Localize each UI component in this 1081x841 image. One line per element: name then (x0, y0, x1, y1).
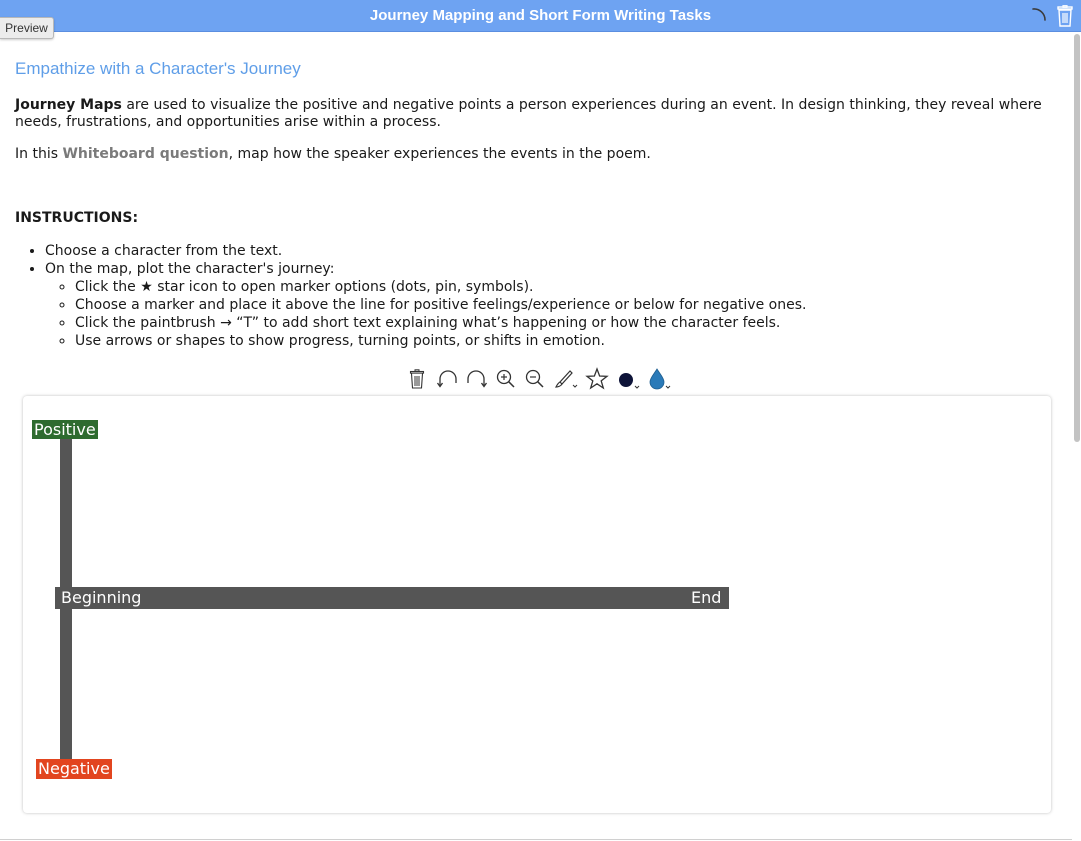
task-paragraph (15, 146, 1055, 163)
intro-paragraph (15, 97, 1055, 131)
negative-label: Negative (38, 759, 110, 778)
divider (0, 839, 1072, 840)
zoom-out-button[interactable] (523, 366, 547, 392)
sub-list-item: ◦ Choose a marker and place it above the line for positive feelings/experience or below for negative ones. (75, 296, 806, 314)
whiteboard-canvas[interactable] (23, 396, 1051, 813)
zoom-in-button[interactable] (494, 366, 518, 392)
whiteboard-toolbar (405, 366, 680, 392)
sub-list-item: ◦ Click the paintbrush → “T” to add short text explaining what’s happening or how the character feels. (75, 314, 806, 332)
fill-color-dropdown[interactable] (647, 366, 675, 392)
paintbrush-icon (553, 368, 581, 390)
preview-tab[interactable]: Preview (0, 17, 54, 39)
paintbrush-dropdown[interactable] (553, 366, 581, 392)
delete-question-trash-icon[interactable] (1055, 5, 1075, 27)
scrollbar-thumb[interactable] (1074, 34, 1080, 442)
fill-drop-icon (647, 367, 675, 391)
whiteboard-question-term: Whiteboard question (62, 146, 229, 162)
positive-label: Positive (34, 420, 96, 439)
marker-star-button[interactable] (585, 366, 609, 392)
list-item-text: On the map, plot the character's journey: (45, 261, 335, 277)
sub-list-item: ◦ Use arrows or shapes to show progress, turning points, or shifts in emotion. (75, 332, 806, 350)
zoom-out-icon (524, 368, 546, 390)
title-bar (0, 0, 1081, 32)
instructions-heading: INSTRUCTIONS: (15, 210, 139, 226)
page-heading: Empathize with a Character's Journey (15, 59, 301, 78)
zoom-in-icon (495, 368, 517, 390)
list-item (45, 260, 806, 350)
intro-text: are used to visualize the positive and negative points a person experiences during an event. In design thinking, they reveal where needs, frustrations, and opportunities arise within a process. (15, 97, 1042, 130)
trash-icon (409, 369, 425, 389)
undo-icon (436, 370, 460, 388)
end-label: End (691, 588, 722, 607)
star-icon (585, 367, 609, 391)
redo-icon (464, 370, 488, 388)
beginning-label: Beginning (61, 588, 142, 607)
list-item: • Choose a character from the text. (45, 242, 806, 260)
window-title: Journey Mapping and Short Form Writing Tasks (369, 7, 712, 24)
sub-list-item: ◦ Click the ★ star icon to open marker options (dots, pin, symbols). (75, 278, 806, 296)
task-prefix: In this (15, 146, 63, 162)
sub-instructions-list (45, 278, 806, 350)
task-suffix: , map how the speaker experiences the events in the poem. (228, 146, 651, 162)
undo-button[interactable] (435, 366, 461, 392)
timeline-axis (55, 587, 729, 609)
redo-button[interactable] (463, 366, 489, 392)
clear-board-button[interactable] (405, 366, 429, 392)
loading-spinner-icon (1030, 6, 1048, 24)
pen-color-dropdown[interactable] (616, 366, 644, 392)
instructions-list (15, 242, 806, 350)
dot-color-icon (616, 368, 644, 390)
journey-maps-term: Journey Maps (15, 97, 122, 113)
